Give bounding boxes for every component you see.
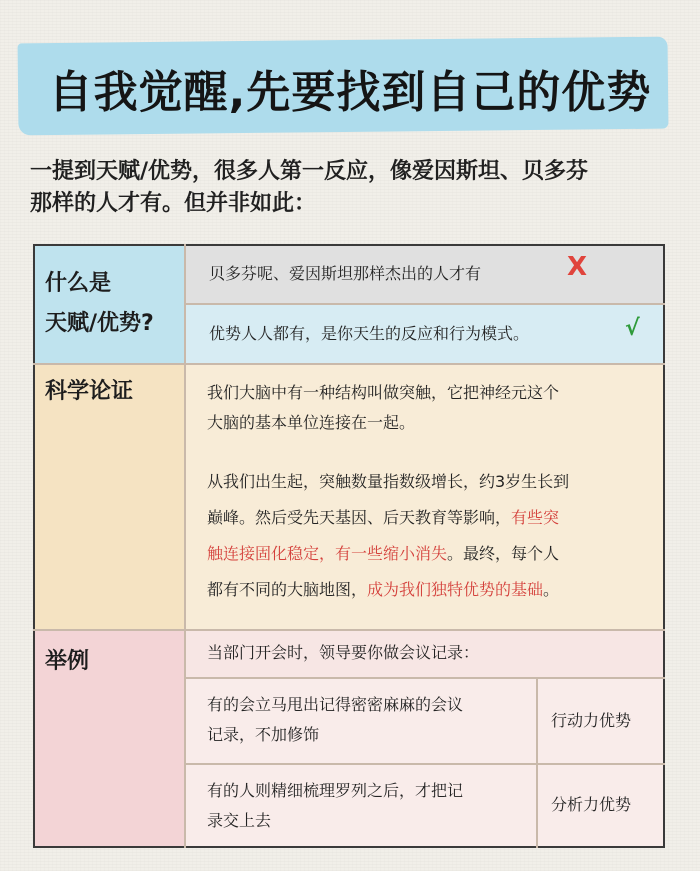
intro-paragraph [30, 156, 680, 220]
science-label-cell [33, 364, 185, 630]
row-divider [185, 303, 665, 305]
science-p1-line-2: 大脑的基本单位连接在一起。 [207, 413, 416, 432]
science-p2-line-1: 从我们出生起，突触数量指数级增长，约3岁生长到 [207, 472, 570, 491]
wrong-answer-cell [185, 244, 665, 304]
example-intro-text: 当部门开会时，领导要你做会议记录： [207, 643, 480, 662]
science-p2-line-3 [207, 536, 569, 572]
example-label-cell [33, 630, 185, 848]
table-left-border [33, 244, 35, 848]
page-title: 自我觉醒,先要找到自己的优势 [48, 67, 652, 118]
table-right-border [663, 244, 665, 848]
highlight-text: 有些突 [511, 508, 560, 527]
comparison-table [33, 244, 665, 848]
example-row-1-line-1: 有的会立马甩出记得密密麻麻的会议 [207, 695, 464, 714]
table-top-border [33, 244, 665, 246]
example-row-1-line-2: 记录，不加修饰 [207, 725, 320, 744]
row-divider [33, 363, 665, 365]
check-mark-icon: √ [625, 316, 640, 341]
example-row-1-tag: 行动力优势 [551, 711, 632, 730]
science-p2-line-3-text: 。最终，每个人 [447, 544, 560, 563]
row-divider [33, 629, 665, 631]
example-row-2-line-1: 有的人则精细梳理罗列之后，才把记 [207, 781, 464, 800]
example-row-2-desc-cell [185, 764, 537, 848]
column-divider [184, 244, 186, 848]
right-answer-cell [185, 304, 665, 364]
highlight-text: 触连接固化稳定，有一些缩小消失 [207, 544, 448, 563]
science-p2-line-4 [207, 572, 569, 608]
intro-line-1: 一提到天赋/优势，很多人第一反应，像爱因斯坦、贝多芬 [30, 159, 589, 184]
example-label: 举例 [45, 649, 90, 674]
example-row-1-tag-cell [537, 678, 665, 764]
science-p2-line-4-text: 都有不同的大脑地图， [207, 580, 368, 599]
row-divider [185, 677, 665, 679]
what-label-line-1: 什么是 [45, 271, 112, 296]
what-label-cell [33, 244, 185, 364]
science-label: 科学论证 [45, 379, 134, 404]
science-p2-line-4-end: 。 [543, 580, 560, 599]
example-row-2-tag: 分析力优势 [551, 795, 632, 814]
science-p1-line-1: 我们大脑中有一种结构叫做突触，它把神经元这个 [207, 383, 560, 402]
right-answer-text: 优势人人都有，是你天生的反应和行为模式。 [209, 324, 530, 343]
what-label-line-2: 天赋/优势? [45, 311, 154, 336]
cross-mark-icon: X [567, 252, 588, 282]
wrong-answer-text: 贝多芬呢、爱因斯坦那样杰出的人才有 [209, 264, 482, 283]
row-divider [185, 763, 665, 765]
example-intro-cell [185, 630, 665, 678]
science-p2-line-2-text: 巅峰。然后受先天基因、后天教育等影响， [207, 508, 512, 527]
example-row-1-desc-cell [185, 678, 537, 764]
column-divider [536, 678, 538, 848]
highlight-text: 成为我们独特优势的基础 [367, 580, 544, 599]
intro-line-2: 那样的人才有。但并非如此： [30, 191, 317, 216]
science-p2-line-2 [207, 500, 569, 536]
science-content-cell [185, 364, 665, 630]
example-row-2-tag-cell [537, 764, 665, 848]
example-row-2-line-2: 录交上去 [207, 811, 272, 830]
table-bottom-border [33, 846, 665, 848]
